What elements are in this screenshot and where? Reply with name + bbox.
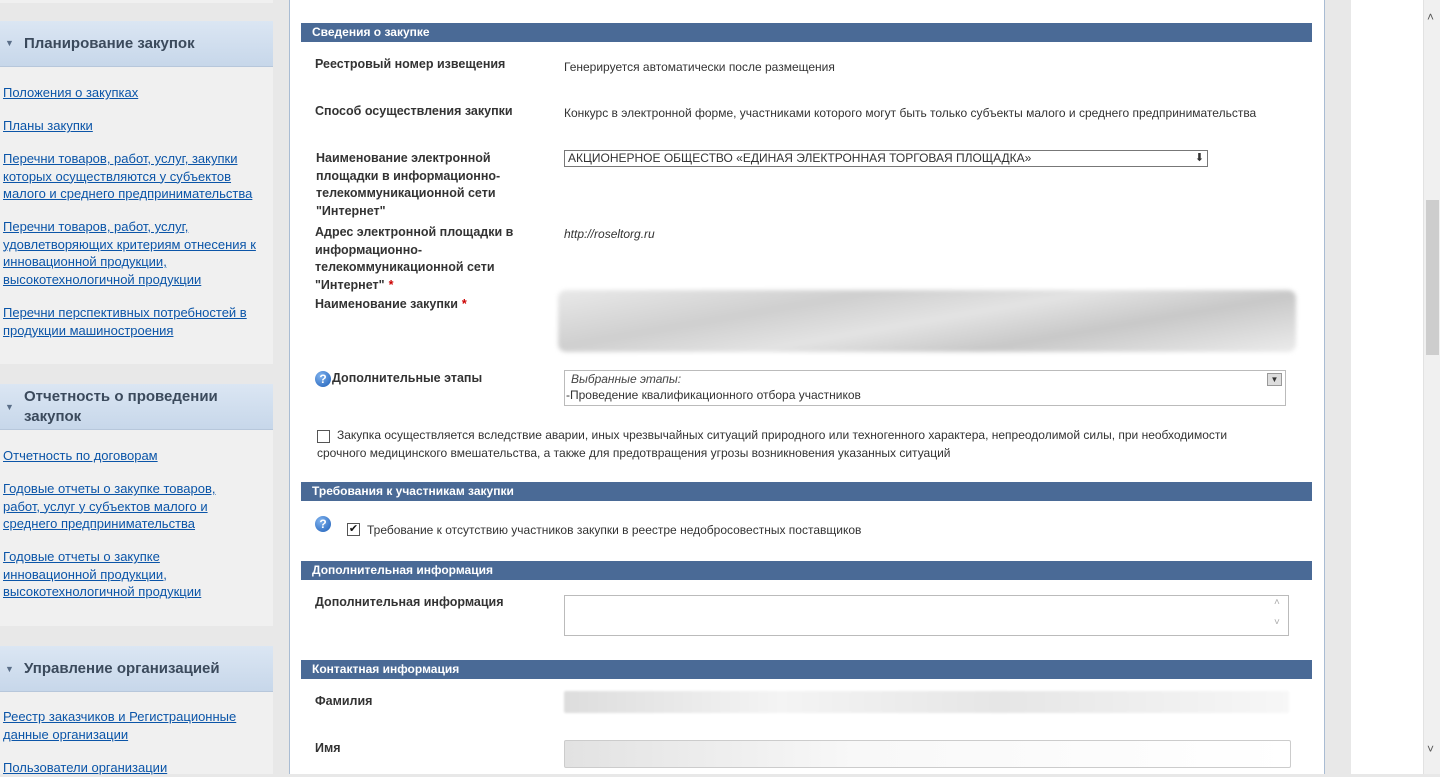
check-icon: ✔ <box>348 523 359 535</box>
chevron-up-icon: ˄ <box>1274 597 1280 608</box>
registry-number-label: Реестровый номер извещения <box>315 57 506 71</box>
platform-name-label: Наименование электронной площадки в информационно-телекоммуникационной сети "Интернет" <box>316 151 501 218</box>
sidebar-panel-title: Управление организацией <box>24 660 220 677</box>
chevron-down-icon: ▼ <box>1270 375 1279 384</box>
help-icon[interactable]: ? <box>315 516 331 532</box>
section-header-additional: Дополнительная информация <box>301 561 1312 580</box>
page-scrollbar[interactable] <box>1423 0 1440 774</box>
last-name-label: Фамилия <box>315 694 373 708</box>
purchase-name-label-text: Наименование закупки <box>315 297 458 311</box>
method-value: Конкурс в электронной форме, участниками которого могут быть только субъекты малого и среднего предпринимательства <box>564 106 1257 120</box>
sidebar-link-customer-registry[interactable]: Реестр заказчиков и Регистрационные данные организации <box>3 709 237 742</box>
sidebar <box>0 0 274 774</box>
main-form <box>289 0 1325 774</box>
sidebar-link-plans[interactable]: Планы закупки <box>3 118 93 133</box>
page-right-margin <box>1351 0 1423 774</box>
sidebar-panel-header[interactable] <box>0 646 273 692</box>
chevron-down-icon: ▼ <box>5 38 14 48</box>
section-header-contacts: Контактная информация <box>301 660 1312 679</box>
first-name-label: Имя <box>315 741 341 755</box>
textarea-scrollbar[interactable] <box>1272 597 1287 634</box>
method-label: Способ осуществления закупки <box>315 104 513 118</box>
chevron-down-icon[interactable]: ˅ <box>1427 742 1435 756</box>
sidebar-link-sme-lists[interactable]: Перечни товаров, работ, услуг, закупки которых осуществляются у субъектов малого и среднего предпринимательства <box>3 151 253 201</box>
platform-name-selected: АКЦИОНЕРНОЕ ОБЩЕСТВО «ЕДИНАЯ ЭЛЕКТРОННАЯ ТОРГОВАЯ ПЛОЩАДКА» <box>568 151 1032 165</box>
unfair-registry-label: Требование к отсутствию участников закупки в реестре недобросовестных поставщиков <box>367 523 862 537</box>
sidebar-link-contract-reporting[interactable]: Отчетность по договорам <box>3 448 158 463</box>
registry-number-value: Генерируется автоматически после размещения <box>564 60 835 74</box>
required-mark: * <box>461 297 467 311</box>
chevron-up-icon[interactable]: ˄ <box>1427 10 1435 24</box>
extra-stages-label: Дополнительные этапы <box>332 371 483 385</box>
additional-info-textarea[interactable] <box>564 595 1289 636</box>
first-name-field-redacted[interactable] <box>564 740 1291 768</box>
emergency-checkbox-label: Закупка осуществляется вследствие аварии, иных чрезвычайных ситуаций природного или техногенного характера, непреодолимой силы, при необходимости срочного медицинского вмешательства, а также для предотвращения угрозы возникновения указанных ситуаций <box>317 428 1228 460</box>
page-gutter <box>1325 0 1351 774</box>
chevron-down-icon: ⬇ <box>1194 152 1204 164</box>
sidebar-link-annual-innovation-reports[interactable]: Годовые отчеты о закупке инновационной продукции, высокотехнологичной продукции <box>3 549 202 599</box>
unfair-registry-checkbox[interactable] <box>347 523 360 536</box>
extra-stages-multiselect[interactable] <box>564 370 1286 406</box>
sidebar-panel-title: Отчетность о проведении закупок <box>24 388 218 425</box>
platform-address-value: http://roseltorg.ru <box>564 227 655 241</box>
required-mark: * <box>388 277 394 292</box>
purchase-name-label <box>315 296 555 314</box>
platform-address-label-text: Адрес электронной площадки в информационно-телекоммуникационной сети "Интернет" <box>315 225 514 292</box>
sidebar-link-org-users[interactable]: Пользователи организации <box>3 760 168 775</box>
extra-stages-header: Выбранные этапы: <box>571 372 682 386</box>
purchase-name-field-redacted[interactable] <box>558 290 1296 352</box>
chevron-down-icon: ˅ <box>1274 617 1280 628</box>
sidebar-link-innovation-lists[interactable]: Перечни товаров, работ, услуг, удовлетворяющих критериям отнесения к инновационной продукции, высокотехнологичной продукции <box>3 219 256 287</box>
section-header-requirements: Требования к участникам закупки <box>301 482 1312 501</box>
last-name-field-redacted[interactable] <box>564 691 1289 713</box>
help-icon[interactable]: ? <box>315 371 331 387</box>
sidebar-panel-header[interactable] <box>0 384 273 430</box>
platform-name-select[interactable] <box>564 150 1208 167</box>
scrollbar-thumb[interactable] <box>1426 200 1439 355</box>
sidebar-link-annual-sme-reports[interactable]: Годовые отчеты о закупке товаров, работ, услуг у субъектов малого и среднего предпринимательства <box>3 481 216 531</box>
sidebar-link-machinery-needs[interactable]: Перечни перспективных потребностей в продукции машиностроения <box>3 305 247 338</box>
sidebar-panel-title: Планирование закупок <box>24 35 195 52</box>
platform-address-label <box>315 224 530 294</box>
sidebar-link-regulations[interactable]: Положения о закупках <box>3 85 139 100</box>
chevron-down-icon: ▼ <box>5 402 14 412</box>
sidebar-panel-header[interactable] <box>0 21 273 67</box>
additional-info-label: Дополнительная информация <box>315 595 504 609</box>
section-header-purchase-info: Сведения о закупке <box>301 23 1312 42</box>
chevron-down-icon: ▼ <box>5 664 14 674</box>
dropdown-button[interactable] <box>1267 373 1282 386</box>
extra-stages-value: -Проведение квалификационного отбора участников <box>566 388 861 402</box>
sidebar-panel-top-stub <box>0 0 273 3</box>
